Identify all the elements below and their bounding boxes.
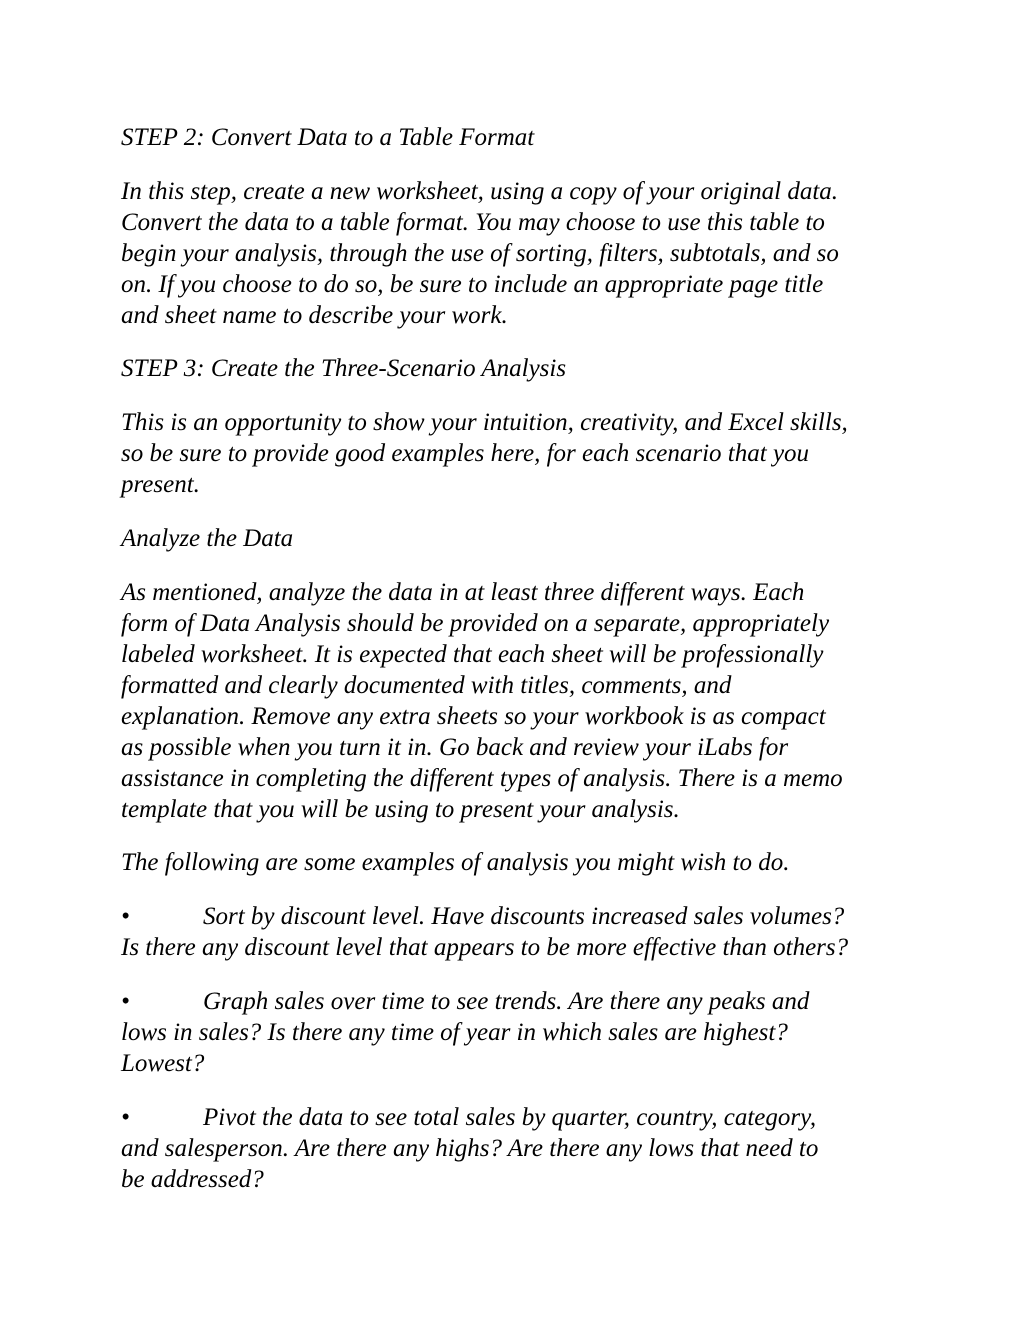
bullet-item [121, 1102, 921, 1195]
bullet-item [121, 901, 921, 963]
bullet-continuation-line: Is there any discount level that appears to be more effective than others? [121, 934, 849, 961]
examples-intro [121, 847, 921, 878]
paragraph-line: so be sure to provide good examples here, for each scenario that you [121, 440, 810, 467]
bullet-first-line [121, 1102, 921, 1133]
bullet-text: Graph sales over time to see trends. Are there any peaks and [203, 988, 810, 1015]
paragraph-line: In this step, create a new worksheet, using a copy of your original data. [121, 178, 839, 205]
analyze-paragraph [121, 577, 921, 825]
paragraph-line: assistance in completing the different types of analysis. There is a memo [121, 765, 843, 792]
step2-paragraph [121, 176, 921, 331]
bullet-symbol: • [121, 1104, 130, 1131]
bullet-symbol: • [121, 988, 130, 1015]
heading-line: STEP 2: Convert Data to a Table Format [121, 124, 535, 151]
bullet-item [121, 986, 921, 1079]
step3-paragraph [121, 407, 921, 500]
paragraph-line: and sheet name to describe your work. [121, 302, 508, 329]
heading-line: Analyze the Data [121, 525, 294, 552]
paragraph-line: as possible when you turn it in. Go back and review your iLabs for [121, 734, 789, 761]
bullet-first-line [121, 901, 921, 932]
paragraph-line: explanation. Remove any extra sheets so your workbook is as compact [121, 703, 826, 730]
step2-heading [121, 122, 921, 153]
paragraph-line: This is an opportunity to show your intuition, creativity, and Excel skills, [121, 409, 848, 436]
bullet-first-line [121, 986, 921, 1017]
paragraph-line: labeled worksheet. It is expected that each sheet will be professionally [121, 641, 824, 668]
paragraph-line: present. [121, 471, 200, 498]
paragraph-line: begin your analysis, through the use of sorting, filters, subtotals, and so [121, 240, 839, 267]
paragraph-line: The following are some examples of analysis you might wish to do. [121, 849, 790, 876]
analyze-heading [121, 523, 921, 554]
bullet-continuation-line: lows in sales? Is there any time of year in which sales are highest? [121, 1019, 788, 1046]
bullet-text: Pivot the data to see total sales by quarter, country, category, [203, 1104, 817, 1131]
bullet-text: Sort by discount level. Have discounts increased sales volumes? [203, 903, 845, 930]
paragraph-line: formatted and clearly documented with titles, comments, and [121, 672, 732, 699]
heading-line: STEP 3: Create the Three-Scenario Analysis [121, 355, 567, 382]
paragraph-line: As mentioned, analyze the data in at least three different ways. Each [121, 579, 805, 606]
paragraph-line: on. If you choose to do so, be sure to include an appropriate page title [121, 271, 824, 298]
bullet-symbol: • [121, 903, 130, 930]
bullet-continuation-line: be addressed? [121, 1166, 264, 1193]
paragraph-line: form of Data Analysis should be provided on a separate, appropriately [121, 610, 830, 637]
bullet-continuation-line: Lowest? [121, 1050, 205, 1077]
paragraph-line: template that you will be using to present your analysis. [121, 796, 680, 823]
bullet-continuation-line: and salesperson. Are there any highs? Are there any lows that need to [121, 1135, 819, 1162]
paragraph-line: Convert the data to a table format. You may choose to use this table to [121, 209, 825, 236]
step3-heading [121, 353, 921, 384]
